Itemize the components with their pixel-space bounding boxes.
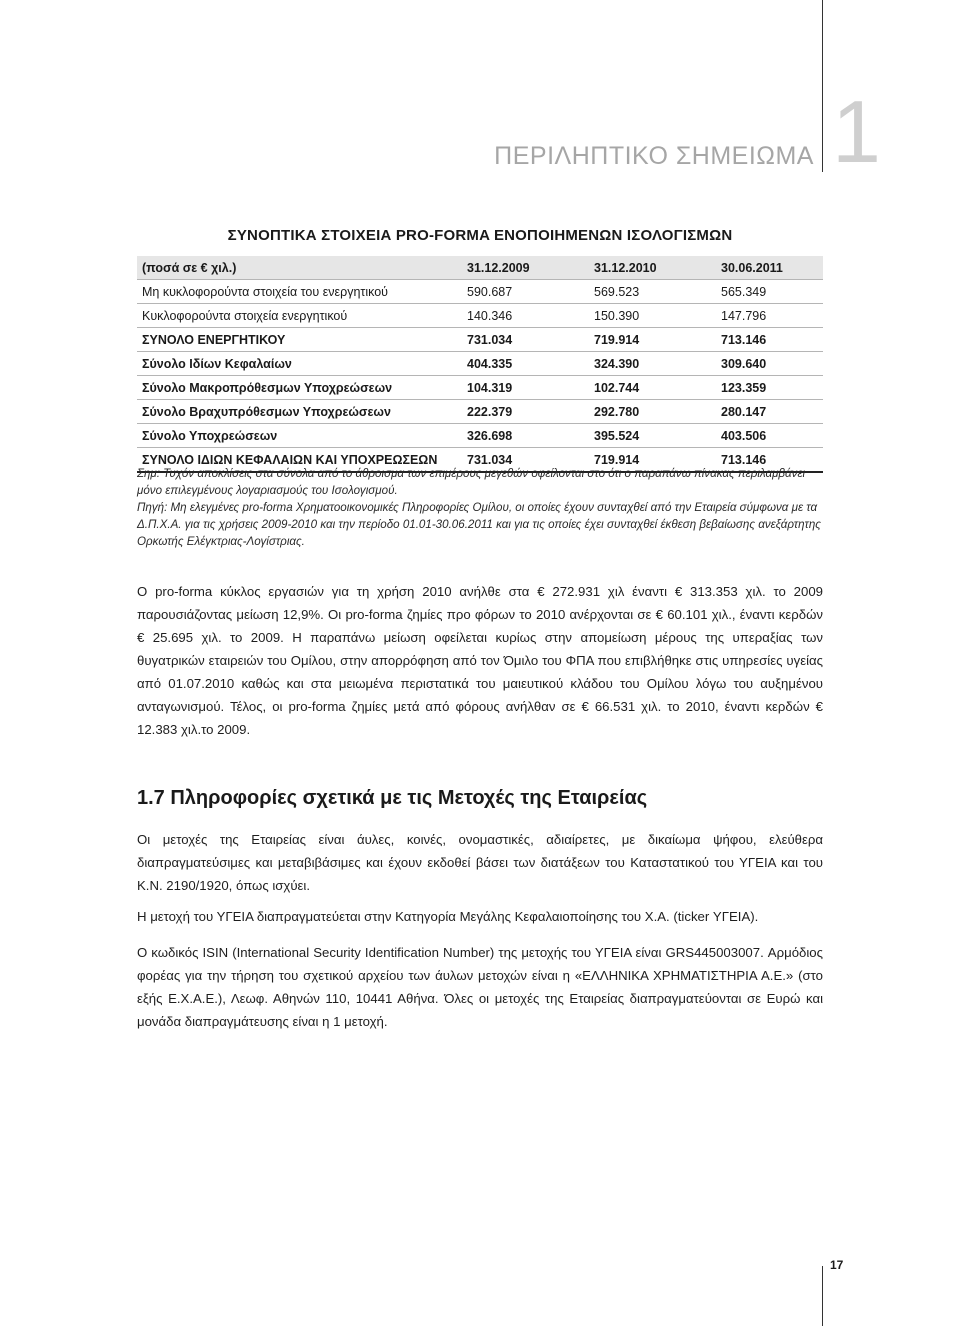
row-value-2010: 292.780 [594,404,640,419]
table-row [137,400,823,424]
row-value-2009: 731.034 [467,332,513,347]
footer-rule [822,1266,823,1326]
row-value-2010: 150.390 [594,308,640,323]
row-value-2011: 123.359 [721,380,767,395]
row-value-2011: 713.146 [721,332,767,347]
table-row [137,280,823,304]
row-value-2009: 731.034 [467,452,513,467]
row-value-2010: 102.744 [594,380,640,395]
table-header-row [137,256,823,280]
row-value-2010: 719.914 [594,452,640,467]
page-number: 17 [830,1258,844,1272]
paragraph-isin: Ο κωδικός ISIN (International Security Identification Number) της μετοχής του ΥΓΕΙΑ είναι GRS445003007. Αρμόδιος φορέας για την τήρηση του σχετικού αρχείου των άυλων μετοχών είναι η «ΕΛΛΗΝΙΚΑ ΧΡΗΜΑΤΙΣΤΗΡΙΑ Α.Ε.» (στο εξής Ε.Χ.Α.Ε.), Λεωφ. Αθηνών 110, 10441 Αθήνα. Όλες οι μετοχές της Εταιρείας διαπραγματεύονται σε Ευρώ και μονάδα διαπραγμάτευσης είναι η 1 μετοχή. [137,945,823,1029]
body-paragraph [137,905,823,928]
row-label: ΣΥΝΟΛΟ ΕΝΕΡΓΗΤΙΚΟΥ [142,332,286,347]
row-value-2009: 140.346 [467,308,513,323]
row-label: Μη κυκλοφορούντα στοιχεία του ενεργητικού [142,284,388,299]
chapter-number: 1 [832,82,881,181]
note-discrepancy: Σημ: Τυχόν αποκλίσεις στα σύνολα από το άθροισμα των επιμέρους μεγεθών οφείλονται στο ότι ο παραπάνω πίνακας περιλαμβάνει μόνο επιλεγμένους λογαριασμούς του Ισολογισμού. [137,467,806,497]
row-label: Σύνολο Υποχρεώσεων [142,428,278,443]
header-cell-2009: 31.12.2009 [467,260,530,275]
table-title: ΣΥΝΟΠΤΙΚΑ ΣΤΟΙΧΕΙΑ PRO-FORMA ΕΝΟΠΟΙΗΜΕΝΩΝ ΙΣΟΛΟΓΙΣΜΩΝ [227,227,733,244]
row-value-2010: 395.524 [594,428,640,443]
row-label: Σύνολο Μακροπρόθεσμων Υποχρεώσεων [142,380,393,395]
note-source: Πηγή: Μη ελεγμένες pro-forma Χρηματοοικονομικές Πληροφορίες Ομίλου, οι οποίες έχουν συνταχθεί από την Εταιρεία σύμφωνα με τα Δ.Π.Χ.Α. για τις χρήσεις 2009-2010 και την περίοδο 01.01-30.06.2011 και για τις οποίες έχει συνταχθεί έκθεση βεβαίωσης ανεξάρτητης Ορκωτής Ελέγκτριας-Λογίστριας. [137,501,821,548]
row-value-2011: 403.506 [721,428,767,443]
row-value-2010: 569.523 [594,284,640,299]
row-value-2011: 280.147 [721,404,767,419]
row-value-2010: 324.390 [594,356,640,371]
row-value-2009: 222.379 [467,404,513,419]
row-value-2010: 719.914 [594,332,640,347]
table-row [137,328,823,352]
row-value-2009: 104.319 [467,380,513,395]
paragraph-shares: Οι μετοχές της Εταιρείας είναι άυλες, κοινές, ονομαστικές, αδιαίρετες, με δικαίωμα ψήφου, ελεύθερα διαπραγματεύσιμες και μεταβιβάσιμες και έχουν εκδοθεί βάσει των διατάξεων του Καταστατικού του ΥΓΕΙΑ και του Κ.Ν. 2190/1920, όπως ισχύει. [137,832,823,893]
chapter-title: ΠΕΡΙΛΗΠΤΙΚΟ ΣΗΜΕΙΩΜΑ [494,142,814,170]
body-paragraph [137,941,823,1033]
header-cell-units: (ποσά σε € χιλ.) [142,260,237,275]
table-row [137,304,823,328]
body-paragraph [137,828,823,897]
row-label: ΣΥΝΟΛΟ ΙΔΙΩΝ ΚΕΦΑΛΑΙΩΝ ΚΑΙ ΥΠΟΧΡΕΩΣΕΩΝ [142,452,438,467]
row-value-2009: 590.687 [467,284,513,299]
header-rule [822,0,823,172]
row-value-2011: 147.796 [721,308,767,323]
row-value-2009: 404.335 [467,356,513,371]
row-value-2011: 309.640 [721,356,767,371]
body-paragraph [137,580,823,741]
table-row [137,424,823,448]
row-label: Σύνολο Βραχυπρόθεσμων Υποχρεώσεων [142,404,391,419]
table-row [137,352,823,376]
row-label: Σύνολο Ιδίων Κεφαλαίων [142,356,292,371]
section-heading: 1.7 Πληροφορίες σχετικά με τις Μετοχές της Εταιρείας [137,787,648,809]
row-value-2009: 326.698 [467,428,513,443]
table-notes [137,465,823,550]
row-label: Κυκλοφορούντα στοιχεία ενεργητικού [142,308,348,323]
header-cell-2011: 30.06.2011 [721,260,783,275]
balance-sheet-table [137,256,823,473]
paragraph-listing: Η μετοχή του ΥΓΕΙΑ διαπραγματεύεται στην Κατηγορία Μεγάλης Κεφαλαιοποίησης του Χ.Α. (ticker ΥΓΕΙΑ). [137,909,759,924]
paragraph-results: Ο pro-forma κύκλος εργασιών για τη χρήση 2010 ανήλθε στα € 272.931 χιλ έναντι € 313.353 χιλ. το 2009 παρουσιάζοντας μείωση 12,9%. Οι pro-forma ζημίες προ φόρων το 2010 ανέρχονται σε € 60.101 χιλ., έναντι κερδών € 25.695 χιλ. το 2009. Η παραπάνω μείωση οφείλεται κυρίως στην απομείωση μέρους της υπεραξίας των θυγατρικών εταιρειών του Ομίλου, στην απορρόφηση από τον Όμιλο του ΦΠΑ που επιβλήθηκε στις υπηρεσίες υγείας από 01.07.2010 καθώς και στα μειωμένα περιστατικά του μαιευτικού κλάδου του Ομίλου λόγω του αυξημένου ανταγωνισμού. Τέλος, οι pro-forma ζημίες μετά από φόρους ανήλθαν σε € 66.531 χιλ. το 2010, έναντι κερδών € 12.383 χιλ.το 2009. [137,584,823,737]
row-value-2011: 713.146 [721,452,767,467]
table-row [137,376,823,400]
row-value-2011: 565.349 [721,284,767,299]
header-cell-2010: 31.12.2010 [594,260,657,275]
